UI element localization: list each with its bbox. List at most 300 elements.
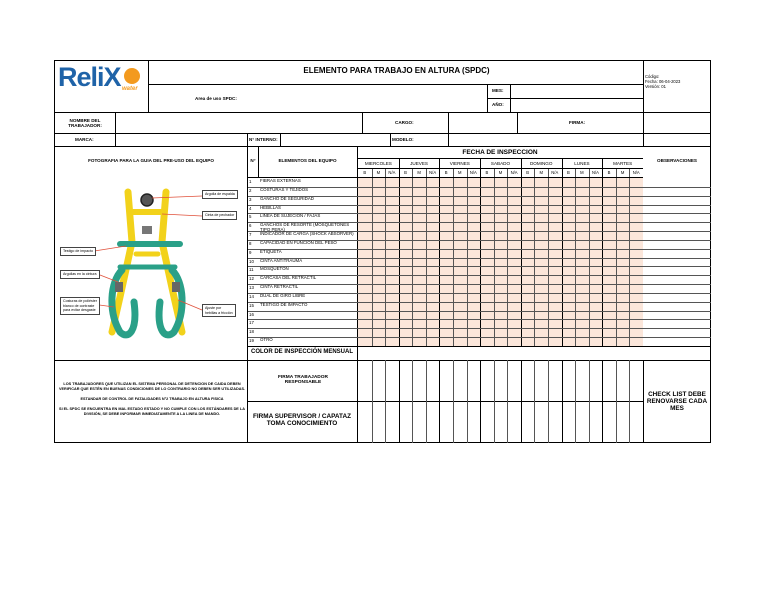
check-cell[interactable] xyxy=(575,249,589,258)
check-cell[interactable] xyxy=(616,302,630,311)
check-cell[interactable] xyxy=(575,328,589,337)
check-cell[interactable] xyxy=(629,284,643,293)
check-cell[interactable] xyxy=(548,178,562,187)
check-cell[interactable] xyxy=(548,222,562,231)
check-cell[interactable] xyxy=(385,319,399,328)
check-cell[interactable] xyxy=(412,231,426,240)
check-cell[interactable] xyxy=(467,240,481,249)
check-cell[interactable] xyxy=(385,284,399,293)
check-cell[interactable] xyxy=(426,337,440,346)
check-cell[interactable] xyxy=(562,187,576,196)
check-cell[interactable] xyxy=(575,205,589,214)
check-cell[interactable] xyxy=(494,187,508,196)
check-cell[interactable] xyxy=(548,284,562,293)
check-cell[interactable] xyxy=(399,196,413,205)
check-cell[interactable] xyxy=(494,293,508,302)
check-cell[interactable] xyxy=(562,337,576,346)
check-cell[interactable] xyxy=(426,266,440,275)
check-cell[interactable] xyxy=(439,187,453,196)
check-cell[interactable] xyxy=(589,231,603,240)
check-cell[interactable] xyxy=(575,187,589,196)
check-cell[interactable] xyxy=(521,249,535,258)
check-cell[interactable] xyxy=(602,266,616,275)
check-cell[interactable] xyxy=(494,302,508,311)
check-cell[interactable] xyxy=(480,231,494,240)
check-cell[interactable] xyxy=(548,196,562,205)
check-cell[interactable] xyxy=(534,275,548,284)
check-cell[interactable] xyxy=(412,328,426,337)
check-cell[interactable] xyxy=(602,293,616,302)
check-cell[interactable] xyxy=(616,231,630,240)
check-cell[interactable] xyxy=(372,258,386,267)
check-cell[interactable] xyxy=(534,337,548,346)
check-cell[interactable] xyxy=(562,196,576,205)
check-cell[interactable] xyxy=(358,258,372,267)
check-cell[interactable] xyxy=(534,222,548,231)
check-cell[interactable] xyxy=(616,319,630,328)
check-cell[interactable] xyxy=(399,213,413,222)
check-cell[interactable] xyxy=(439,178,453,187)
check-cell[interactable] xyxy=(521,240,535,249)
check-cell[interactable] xyxy=(480,328,494,337)
check-cell[interactable] xyxy=(372,187,386,196)
check-cell[interactable] xyxy=(589,222,603,231)
check-cell[interactable] xyxy=(494,258,508,267)
check-cell[interactable] xyxy=(412,293,426,302)
check-cell[interactable] xyxy=(453,302,467,311)
check-cell[interactable] xyxy=(602,187,616,196)
check-cell[interactable] xyxy=(602,249,616,258)
check-cell[interactable] xyxy=(494,311,508,320)
check-cell[interactable] xyxy=(548,293,562,302)
check-cell[interactable] xyxy=(358,196,372,205)
check-cell[interactable] xyxy=(494,231,508,240)
check-cell[interactable] xyxy=(412,249,426,258)
check-cell[interactable] xyxy=(521,231,535,240)
check-cell[interactable] xyxy=(521,337,535,346)
check-cell[interactable] xyxy=(426,328,440,337)
check-cell[interactable] xyxy=(534,178,548,187)
check-cell[interactable] xyxy=(412,205,426,214)
check-cell[interactable] xyxy=(575,196,589,205)
check-cell[interactable] xyxy=(629,275,643,284)
check-cell[interactable] xyxy=(575,311,589,320)
check-cell[interactable] xyxy=(629,240,643,249)
check-cell[interactable] xyxy=(589,302,603,311)
check-cell[interactable] xyxy=(507,275,521,284)
check-cell[interactable] xyxy=(534,302,548,311)
check-cell[interactable] xyxy=(439,266,453,275)
check-cell[interactable] xyxy=(616,249,630,258)
check-cell[interactable] xyxy=(575,266,589,275)
position-field[interactable] xyxy=(449,113,516,132)
check-cell[interactable] xyxy=(385,337,399,346)
check-cell[interactable] xyxy=(358,319,372,328)
check-cell[interactable] xyxy=(399,275,413,284)
check-cell[interactable] xyxy=(589,213,603,222)
check-cell[interactable] xyxy=(358,266,372,275)
check-cell[interactable] xyxy=(602,284,616,293)
check-cell[interactable] xyxy=(562,275,576,284)
check-cell[interactable] xyxy=(426,196,440,205)
check-cell[interactable] xyxy=(412,266,426,275)
check-cell[interactable] xyxy=(562,240,576,249)
check-cell[interactable] xyxy=(616,293,630,302)
check-cell[interactable] xyxy=(467,258,481,267)
check-cell[interactable] xyxy=(399,187,413,196)
check-cell[interactable] xyxy=(453,284,467,293)
check-cell[interactable] xyxy=(467,266,481,275)
check-cell[interactable] xyxy=(629,328,643,337)
check-cell[interactable] xyxy=(412,302,426,311)
check-cell[interactable] xyxy=(439,240,453,249)
check-cell[interactable] xyxy=(439,293,453,302)
check-cell[interactable] xyxy=(602,240,616,249)
check-cell[interactable] xyxy=(385,293,399,302)
check-cell[interactable] xyxy=(453,266,467,275)
check-cell[interactable] xyxy=(439,275,453,284)
check-cell[interactable] xyxy=(507,258,521,267)
check-cell[interactable] xyxy=(453,240,467,249)
check-cell[interactable] xyxy=(412,337,426,346)
check-cell[interactable] xyxy=(372,337,386,346)
check-cell[interactable] xyxy=(589,258,603,267)
check-cell[interactable] xyxy=(426,205,440,214)
check-cell[interactable] xyxy=(548,213,562,222)
check-cell[interactable] xyxy=(589,328,603,337)
check-cell[interactable] xyxy=(629,293,643,302)
check-cell[interactable] xyxy=(453,187,467,196)
check-cell[interactable] xyxy=(507,319,521,328)
check-cell[interactable] xyxy=(399,266,413,275)
check-cell[interactable] xyxy=(439,284,453,293)
check-cell[interactable] xyxy=(507,293,521,302)
check-cell[interactable] xyxy=(399,319,413,328)
check-cell[interactable] xyxy=(589,205,603,214)
check-cell[interactable] xyxy=(507,205,521,214)
check-cell[interactable] xyxy=(372,302,386,311)
check-cell[interactable] xyxy=(507,284,521,293)
check-cell[interactable] xyxy=(439,337,453,346)
check-cell[interactable] xyxy=(453,205,467,214)
check-cell[interactable] xyxy=(439,328,453,337)
check-cell[interactable] xyxy=(358,240,372,249)
check-cell[interactable] xyxy=(412,187,426,196)
check-cell[interactable] xyxy=(480,319,494,328)
check-cell[interactable] xyxy=(439,319,453,328)
check-cell[interactable] xyxy=(616,337,630,346)
check-cell[interactable] xyxy=(399,337,413,346)
check-cell[interactable] xyxy=(467,337,481,346)
check-cell[interactable] xyxy=(494,328,508,337)
check-cell[interactable] xyxy=(372,196,386,205)
check-cell[interactable] xyxy=(453,249,467,258)
check-cell[interactable] xyxy=(534,266,548,275)
check-cell[interactable] xyxy=(494,284,508,293)
check-cell[interactable] xyxy=(399,258,413,267)
check-cell[interactable] xyxy=(385,187,399,196)
check-cell[interactable] xyxy=(629,311,643,320)
check-cell[interactable] xyxy=(521,293,535,302)
check-cell[interactable] xyxy=(589,249,603,258)
check-cell[interactable] xyxy=(548,249,562,258)
check-cell[interactable] xyxy=(575,319,589,328)
check-cell[interactable] xyxy=(494,275,508,284)
check-cell[interactable] xyxy=(548,319,562,328)
check-cell[interactable] xyxy=(412,213,426,222)
brand-field[interactable] xyxy=(116,134,246,145)
check-cell[interactable] xyxy=(399,240,413,249)
check-cell[interactable] xyxy=(412,275,426,284)
check-cell[interactable] xyxy=(372,284,386,293)
check-cell[interactable] xyxy=(589,337,603,346)
check-cell[interactable] xyxy=(616,311,630,320)
check-cell[interactable] xyxy=(480,205,494,214)
check-cell[interactable] xyxy=(534,196,548,205)
check-cell[interactable] xyxy=(602,337,616,346)
check-cell[interactable] xyxy=(548,258,562,267)
check-cell[interactable] xyxy=(602,222,616,231)
worker-name-field[interactable] xyxy=(116,113,361,132)
check-cell[interactable] xyxy=(534,249,548,258)
check-cell[interactable] xyxy=(616,284,630,293)
check-cell[interactable] xyxy=(412,311,426,320)
check-cell[interactable] xyxy=(399,328,413,337)
check-cell[interactable] xyxy=(616,328,630,337)
check-cell[interactable] xyxy=(602,258,616,267)
check-cell[interactable] xyxy=(385,275,399,284)
check-cell[interactable] xyxy=(480,178,494,187)
check-cell[interactable] xyxy=(426,258,440,267)
check-cell[interactable] xyxy=(616,266,630,275)
check-cell[interactable] xyxy=(385,328,399,337)
check-cell[interactable] xyxy=(629,258,643,267)
check-cell[interactable] xyxy=(548,231,562,240)
check-cell[interactable] xyxy=(453,319,467,328)
check-cell[interactable] xyxy=(372,213,386,222)
check-cell[interactable] xyxy=(467,311,481,320)
check-cell[interactable] xyxy=(562,302,576,311)
check-cell[interactable] xyxy=(439,205,453,214)
check-cell[interactable] xyxy=(562,319,576,328)
check-cell[interactable] xyxy=(453,222,467,231)
check-cell[interactable] xyxy=(372,328,386,337)
check-cell[interactable] xyxy=(494,319,508,328)
check-cell[interactable] xyxy=(426,284,440,293)
check-cell[interactable] xyxy=(412,258,426,267)
check-cell[interactable] xyxy=(548,328,562,337)
check-cell[interactable] xyxy=(548,275,562,284)
check-cell[interactable] xyxy=(616,258,630,267)
check-cell[interactable] xyxy=(589,275,603,284)
check-cell[interactable] xyxy=(602,231,616,240)
check-cell[interactable] xyxy=(521,196,535,205)
check-cell[interactable] xyxy=(494,266,508,275)
check-cell[interactable] xyxy=(385,249,399,258)
check-cell[interactable] xyxy=(575,231,589,240)
check-cell[interactable] xyxy=(562,258,576,267)
check-cell[interactable] xyxy=(453,258,467,267)
check-cell[interactable] xyxy=(494,213,508,222)
check-cell[interactable] xyxy=(507,196,521,205)
model-field[interactable] xyxy=(449,134,642,145)
check-cell[interactable] xyxy=(629,196,643,205)
check-cell[interactable] xyxy=(602,178,616,187)
check-cell[interactable] xyxy=(589,178,603,187)
check-cell[interactable] xyxy=(358,284,372,293)
check-cell[interactable] xyxy=(399,178,413,187)
check-cell[interactable] xyxy=(467,205,481,214)
check-cell[interactable] xyxy=(548,311,562,320)
check-cell[interactable] xyxy=(534,311,548,320)
check-cell[interactable] xyxy=(399,311,413,320)
check-cell[interactable] xyxy=(358,222,372,231)
check-cell[interactable] xyxy=(548,240,562,249)
check-cell[interactable] xyxy=(521,284,535,293)
year-field[interactable] xyxy=(511,99,642,111)
check-cell[interactable] xyxy=(575,302,589,311)
check-cell[interactable] xyxy=(480,293,494,302)
check-cell[interactable] xyxy=(521,319,535,328)
check-cell[interactable] xyxy=(467,284,481,293)
check-cell[interactable] xyxy=(480,275,494,284)
check-cell[interactable] xyxy=(412,240,426,249)
check-cell[interactable] xyxy=(616,213,630,222)
check-cell[interactable] xyxy=(358,178,372,187)
check-cell[interactable] xyxy=(534,328,548,337)
check-cell[interactable] xyxy=(372,222,386,231)
check-cell[interactable] xyxy=(358,249,372,258)
check-cell[interactable] xyxy=(629,249,643,258)
check-cell[interactable] xyxy=(548,205,562,214)
check-cell[interactable] xyxy=(480,302,494,311)
check-cell[interactable] xyxy=(562,205,576,214)
check-cell[interactable] xyxy=(385,205,399,214)
check-cell[interactable] xyxy=(480,240,494,249)
check-cell[interactable] xyxy=(412,319,426,328)
check-cell[interactable] xyxy=(548,187,562,196)
check-cell[interactable] xyxy=(372,319,386,328)
check-cell[interactable] xyxy=(426,187,440,196)
check-cell[interactable] xyxy=(602,311,616,320)
check-cell[interactable] xyxy=(412,178,426,187)
check-cell[interactable] xyxy=(494,240,508,249)
check-cell[interactable] xyxy=(372,311,386,320)
check-cell[interactable] xyxy=(358,205,372,214)
check-cell[interactable] xyxy=(467,178,481,187)
check-cell[interactable] xyxy=(385,240,399,249)
check-cell[interactable] xyxy=(521,302,535,311)
check-cell[interactable] xyxy=(399,222,413,231)
check-cell[interactable] xyxy=(575,284,589,293)
check-cell[interactable] xyxy=(494,222,508,231)
check-cell[interactable] xyxy=(372,293,386,302)
check-cell[interactable] xyxy=(453,293,467,302)
check-cell[interactable] xyxy=(534,213,548,222)
check-cell[interactable] xyxy=(467,213,481,222)
check-cell[interactable] xyxy=(602,196,616,205)
check-cell[interactable] xyxy=(453,231,467,240)
check-cell[interactable] xyxy=(372,231,386,240)
check-cell[interactable] xyxy=(589,240,603,249)
check-cell[interactable] xyxy=(480,249,494,258)
check-cell[interactable] xyxy=(507,302,521,311)
check-cell[interactable] xyxy=(480,311,494,320)
check-cell[interactable] xyxy=(629,222,643,231)
month-field[interactable] xyxy=(511,85,642,97)
check-cell[interactable] xyxy=(372,275,386,284)
check-cell[interactable] xyxy=(480,213,494,222)
check-cell[interactable] xyxy=(616,222,630,231)
check-cell[interactable] xyxy=(399,284,413,293)
check-cell[interactable] xyxy=(467,187,481,196)
check-cell[interactable] xyxy=(480,258,494,267)
check-cell[interactable] xyxy=(372,240,386,249)
check-cell[interactable] xyxy=(575,222,589,231)
check-cell[interactable] xyxy=(616,196,630,205)
check-cell[interactable] xyxy=(385,213,399,222)
check-cell[interactable] xyxy=(521,187,535,196)
check-cell[interactable] xyxy=(534,284,548,293)
check-cell[interactable] xyxy=(480,284,494,293)
check-cell[interactable] xyxy=(562,178,576,187)
check-cell[interactable] xyxy=(358,187,372,196)
check-cell[interactable] xyxy=(562,249,576,258)
check-cell[interactable] xyxy=(453,311,467,320)
check-cell[interactable] xyxy=(467,275,481,284)
check-cell[interactable] xyxy=(439,196,453,205)
check-cell[interactable] xyxy=(453,328,467,337)
check-cell[interactable] xyxy=(507,266,521,275)
check-cell[interactable] xyxy=(616,187,630,196)
check-cell[interactable] xyxy=(372,205,386,214)
check-cell[interactable] xyxy=(575,178,589,187)
check-cell[interactable] xyxy=(629,178,643,187)
check-cell[interactable] xyxy=(385,178,399,187)
check-cell[interactable] xyxy=(358,231,372,240)
check-cell[interactable] xyxy=(534,205,548,214)
check-cell[interactable] xyxy=(358,275,372,284)
check-cell[interactable] xyxy=(562,266,576,275)
check-cell[interactable] xyxy=(358,213,372,222)
check-cell[interactable] xyxy=(629,187,643,196)
check-cell[interactable] xyxy=(521,328,535,337)
check-cell[interactable] xyxy=(480,187,494,196)
check-cell[interactable] xyxy=(358,328,372,337)
check-cell[interactable] xyxy=(548,266,562,275)
check-cell[interactable] xyxy=(399,302,413,311)
check-cell[interactable] xyxy=(439,222,453,231)
check-cell[interactable] xyxy=(494,337,508,346)
check-cell[interactable] xyxy=(589,293,603,302)
check-cell[interactable] xyxy=(399,249,413,258)
check-cell[interactable] xyxy=(534,231,548,240)
check-cell[interactable] xyxy=(589,266,603,275)
check-cell[interactable] xyxy=(602,275,616,284)
check-cell[interactable] xyxy=(480,222,494,231)
check-cell[interactable] xyxy=(507,222,521,231)
check-cell[interactable] xyxy=(507,178,521,187)
check-cell[interactable] xyxy=(439,258,453,267)
check-cell[interactable] xyxy=(534,258,548,267)
check-cell[interactable] xyxy=(562,328,576,337)
check-cell[interactable] xyxy=(562,231,576,240)
check-cell[interactable] xyxy=(494,205,508,214)
check-cell[interactable] xyxy=(426,213,440,222)
check-cell[interactable] xyxy=(521,258,535,267)
check-cell[interactable] xyxy=(453,196,467,205)
check-cell[interactable] xyxy=(453,213,467,222)
